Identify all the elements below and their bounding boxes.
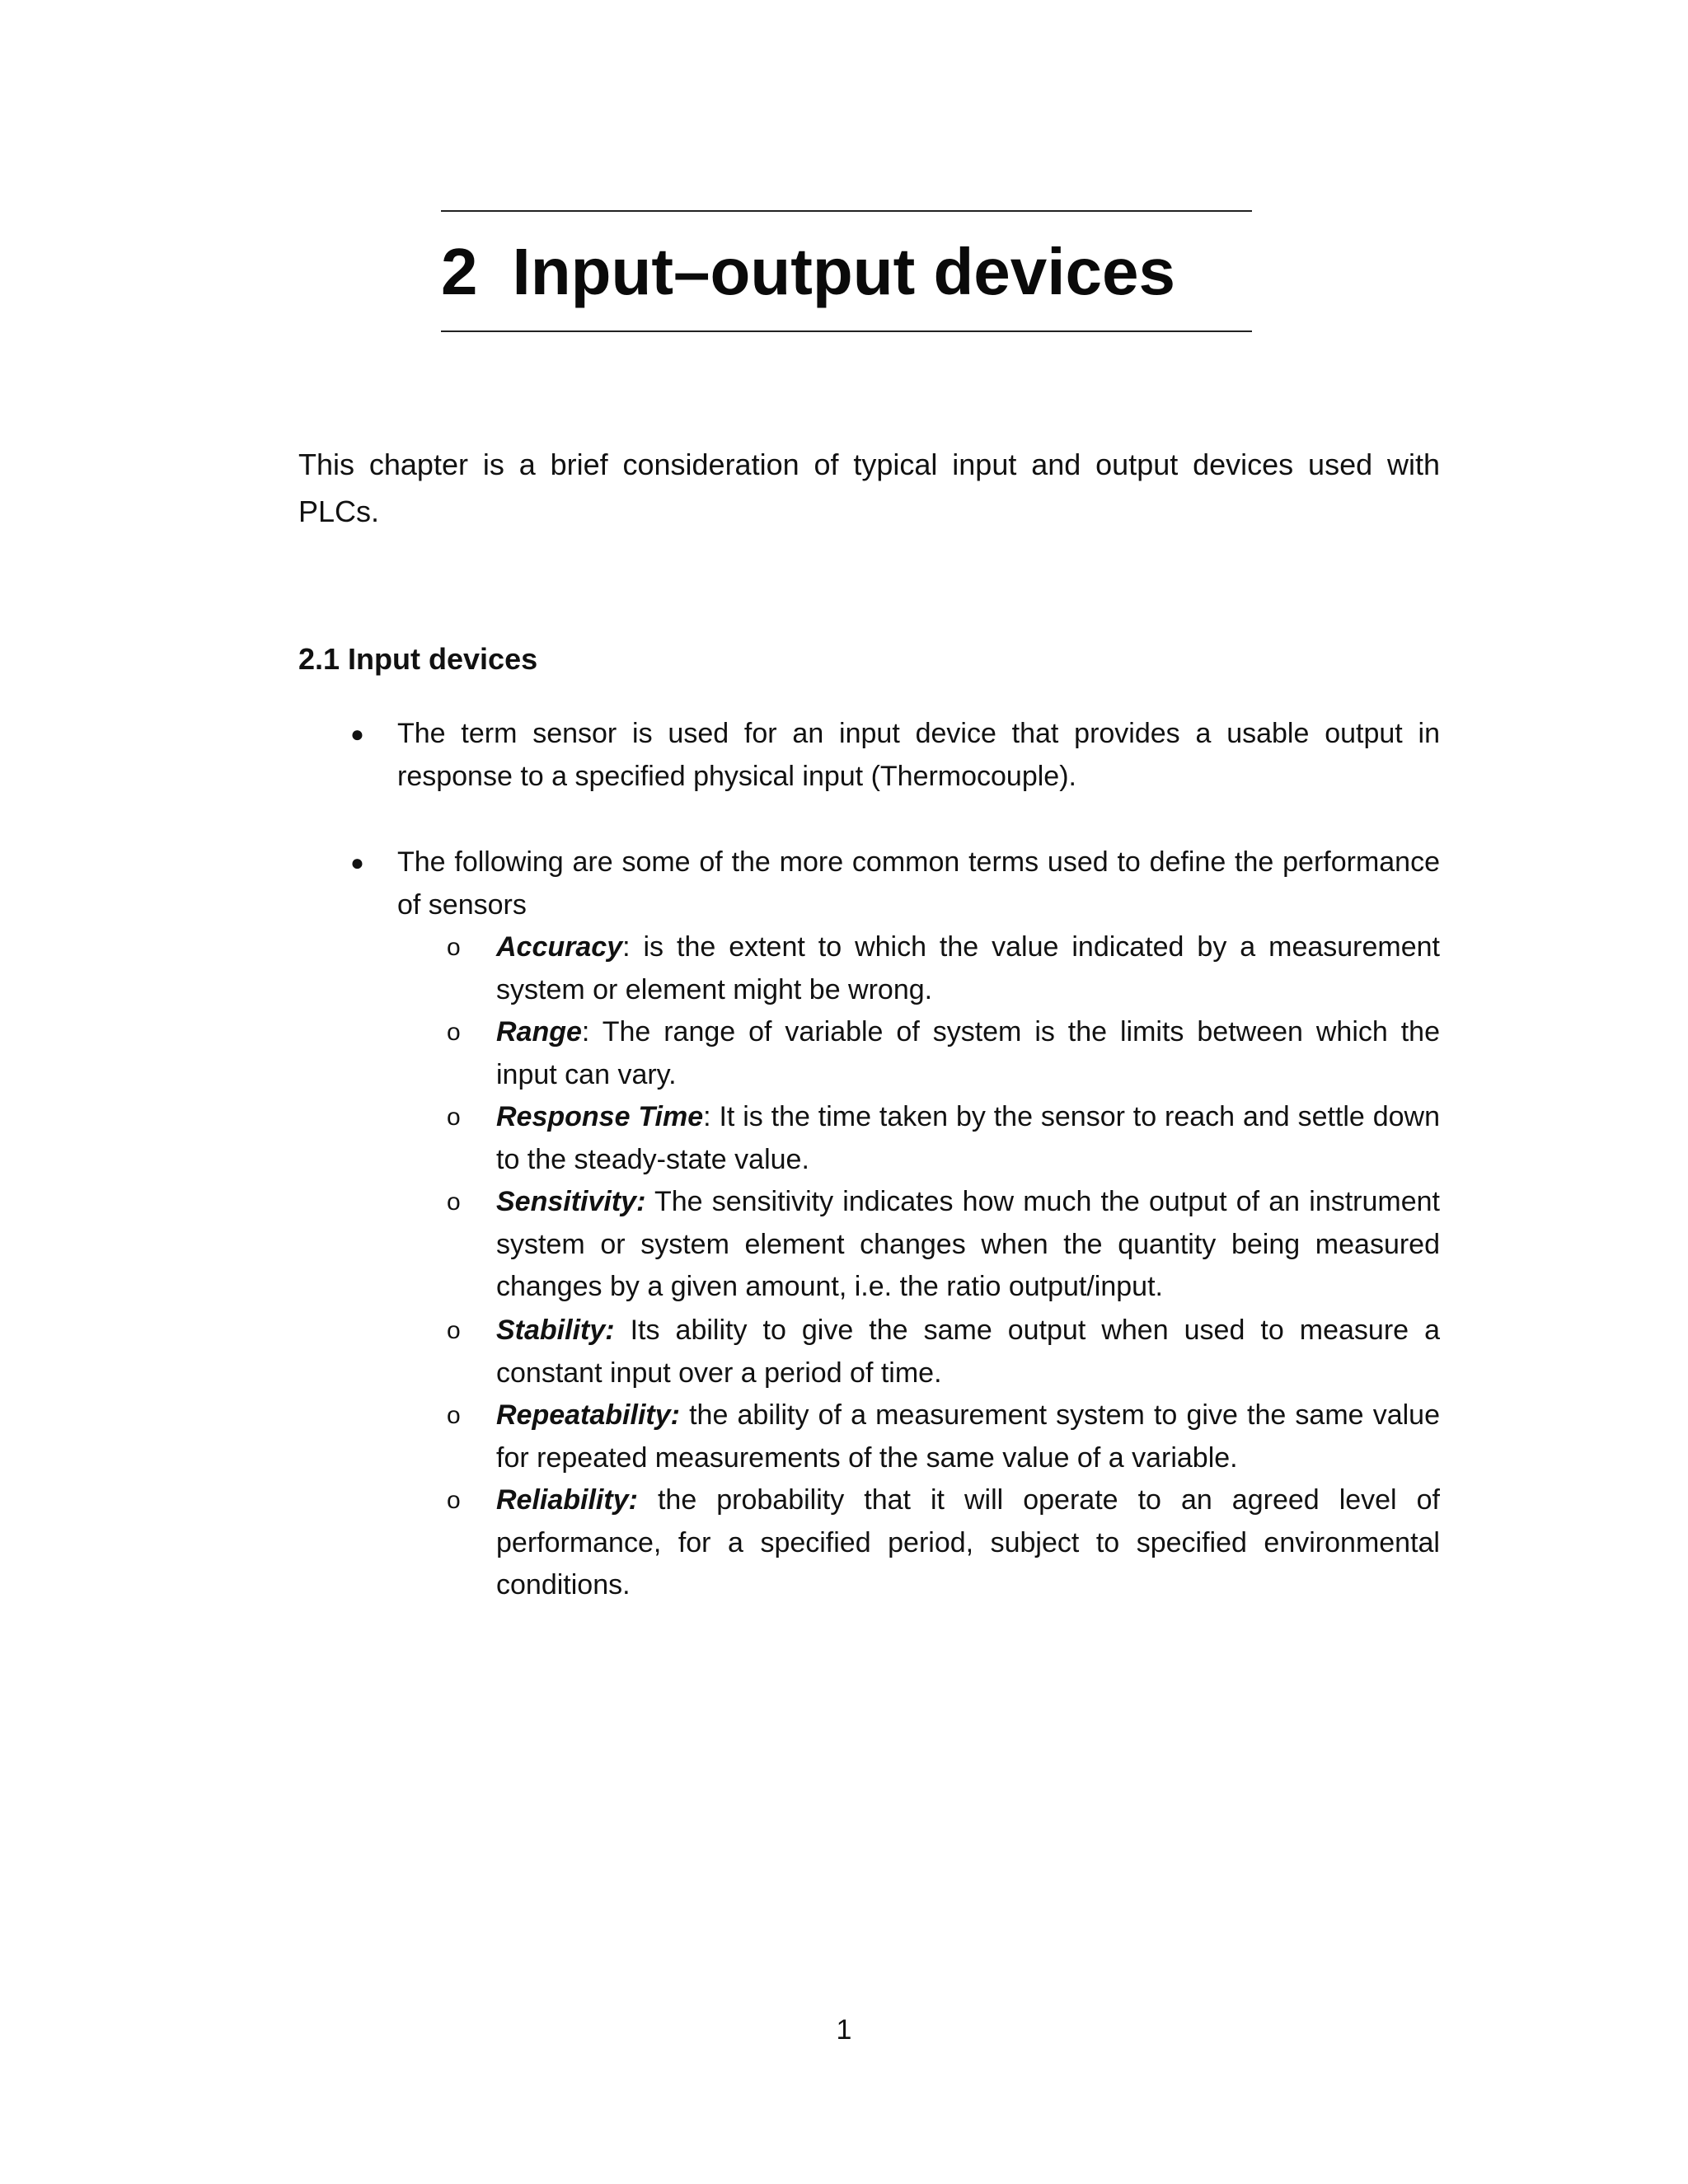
circle-bullet-icon: o — [447, 1402, 461, 1429]
circle-bullet-icon: o — [447, 1019, 461, 1046]
term-description: Its ability to give the same output when used to measure a constant input over a period of time. — [496, 1315, 1440, 1389]
term-sensitivity — [447, 1181, 1440, 1309]
bullet-item — [350, 841, 1440, 926]
term-stability — [447, 1310, 1440, 1394]
term-label: Stability: — [496, 1315, 615, 1346]
bullet-dot-icon: ● — [350, 721, 364, 747]
term-description: the ability of a measurement system to give the same value for repeated measurements of the same value of a variable. — [496, 1399, 1440, 1474]
bullet-dot-icon: ● — [350, 850, 364, 875]
circle-bullet-icon: o — [447, 1487, 461, 1514]
term-repeatability — [447, 1394, 1440, 1479]
term-label: Reliability: — [496, 1484, 638, 1516]
chapter-number: 2 — [441, 235, 478, 308]
chapter-title-text: Input–output devices — [512, 235, 1175, 308]
term-label: Repeatability: — [496, 1399, 680, 1431]
circle-bullet-icon: o — [447, 1188, 461, 1216]
term-range — [447, 1011, 1440, 1096]
section-heading: 2.1 Input devices — [298, 642, 538, 676]
circle-bullet-icon: o — [447, 934, 461, 961]
term-description: : The range of variable of system is the limits between which the input can vary. — [496, 1016, 1440, 1090]
circle-bullet-icon: o — [447, 1317, 461, 1344]
term-response-time — [447, 1096, 1440, 1181]
term-label: Response Time — [496, 1101, 704, 1132]
bullet-text: The following are some of the more common terms used to define the performance of sensors — [397, 846, 1440, 921]
term-description: the probability that it will operate to an agreed level of performance, for a specified period, subject to specified environmental conditions. — [496, 1484, 1440, 1601]
page-number: 1 — [836, 2014, 852, 2046]
chapter-title — [441, 232, 1175, 312]
term-label: Range — [496, 1016, 582, 1047]
circle-bullet-icon: o — [447, 1104, 461, 1131]
term-label: Accuracy — [496, 931, 623, 963]
term-reliability — [447, 1479, 1440, 1607]
term-description: : It is the time taken by the sensor to reach and settle down to the steady-state value. — [496, 1101, 1440, 1175]
term-description: : is the extent to which the value indicated by a measurement system or element might be wrong. — [496, 931, 1440, 1005]
bullet-text: The term sensor is used for an input device that provides a usable output in response to a specified physical input (Thermocouple). — [397, 718, 1440, 792]
bullet-item — [350, 713, 1440, 798]
title-rule-top — [441, 210, 1252, 212]
term-accuracy — [447, 926, 1440, 1011]
title-rule-bottom — [441, 330, 1252, 332]
intro-paragraph: This chapter is a brief consideration of typical input and output devices used with PLCs. — [298, 448, 1440, 528]
term-label: Sensitivity: — [496, 1186, 646, 1217]
term-description: The sensitivity indicates how much the output of an instrument system or system element changes when the quantity being measured changes by a given amount, i.e. the ratio output/input. — [496, 1186, 1440, 1302]
